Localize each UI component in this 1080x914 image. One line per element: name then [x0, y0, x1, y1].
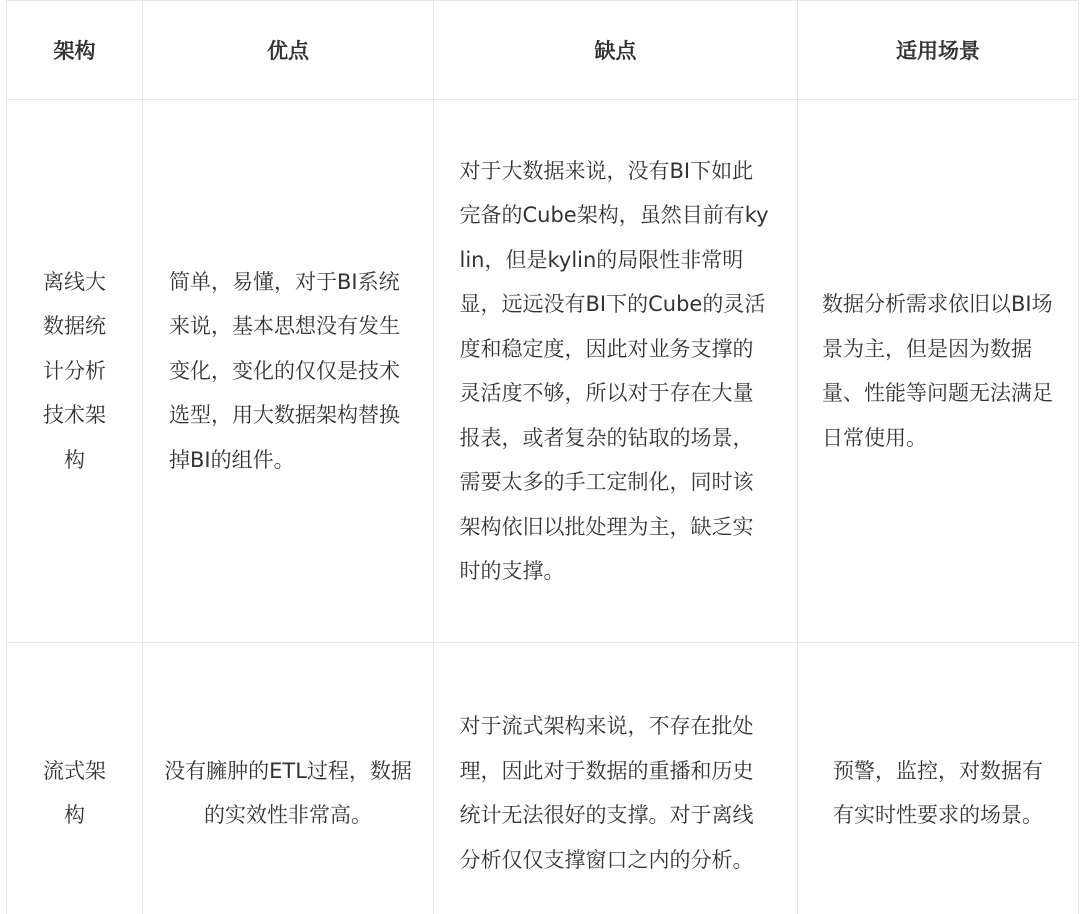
- disadvantages-text: 对于大数据来说，没有BI下如此完备的Cube架构，虽然目前有kylin，但是kylin的局限性非常明显，远远没有BI下的Cube的灵活度和稳定度，因此对业务支撑的灵活度不够，所以对于存在大量报表，或者复杂的钻取的场景，需要太多的手工定制化，同时该架构依旧以批处理为主，缺乏实时的支撑。: [459, 158, 769, 583]
- cell-architecture: [7, 643, 143, 914]
- header-row: [7, 1, 1079, 100]
- advantages-text: 没有臃肿的ETL过程，数据的实效性非常高。: [164, 758, 412, 827]
- table-body: [7, 100, 1079, 914]
- architecture-text: 流式架构: [43, 758, 106, 827]
- table-row: [7, 643, 1079, 914]
- architecture-comparison-table: [6, 0, 1079, 914]
- advantages-text: 简单，易懂，对于BI系统来说，基本思想没有发生变化，变化的仅仅是技术选型，用大数据架构替换掉BI的组件。: [169, 269, 400, 472]
- scenarios-text: 预警，监控，对数据有有实时性要求的场景。: [833, 758, 1043, 827]
- scenarios-text: 数据分析需求依旧以BI场景为主，但是因为数据量、性能等问题无法满足日常使用。: [822, 292, 1053, 450]
- header-disadvantages: 缺点: [434, 1, 798, 100]
- architecture-text: 离线大数据统计分析技术架构: [43, 269, 106, 472]
- cell-disadvantages: [434, 643, 798, 914]
- cell-advantages: [143, 100, 434, 643]
- disadvantages-text: 对于流式架构来说，不存在批处理，因此对于数据的重播和历史统计无法很好的支撑。对于离线分析仅仅支撑窗口之内的分析。: [459, 714, 754, 872]
- table-header: [7, 1, 1079, 100]
- cell-scenarios: [798, 100, 1079, 643]
- header-scenarios: 适用场景: [798, 1, 1079, 100]
- header-advantages: 优点: [143, 1, 434, 100]
- table-row: [7, 100, 1079, 643]
- header-architecture: 架构: [7, 1, 143, 100]
- cell-architecture: [7, 100, 143, 643]
- cell-disadvantages: [434, 100, 798, 643]
- cell-advantages: [143, 643, 434, 914]
- cell-scenarios: [798, 643, 1079, 914]
